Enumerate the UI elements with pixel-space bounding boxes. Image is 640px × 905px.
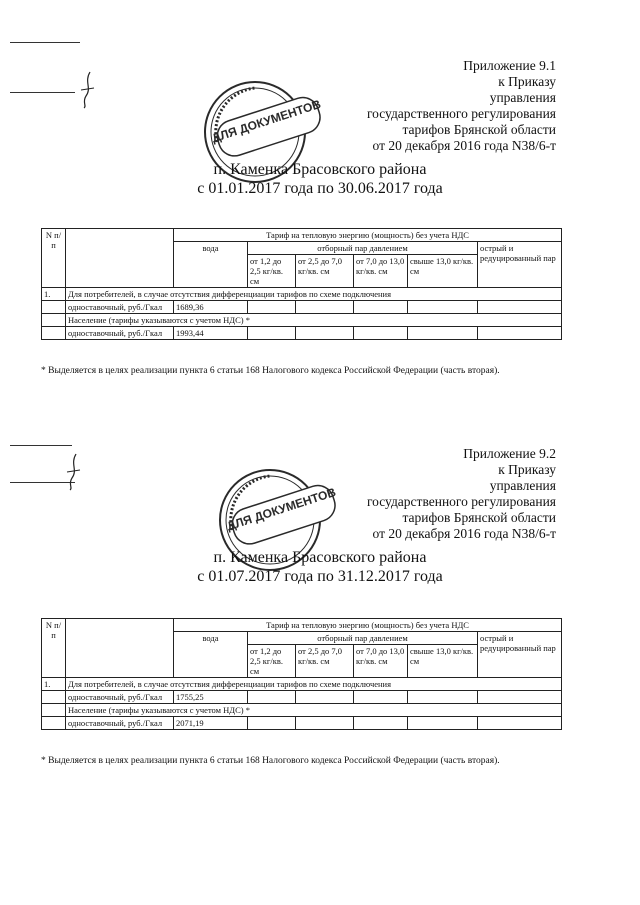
table-cell-blank	[42, 301, 66, 314]
row-num: 1.	[42, 288, 66, 301]
stamp-label: ДЛЯ ДОКУМЕНТОВ	[210, 96, 323, 146]
table-cell-blank	[296, 717, 354, 730]
header-blank	[66, 229, 174, 288]
header-steam-col: свыше 13,0 кг/кв. см	[408, 255, 478, 288]
header-blank	[66, 619, 174, 678]
period-text: с 01.07.2017 года по 31.12.2017 года	[197, 568, 443, 585]
appendix-line: государственного регулирования	[366, 106, 556, 121]
rate-value: 1689,36	[174, 301, 248, 314]
signature-line	[10, 42, 80, 43]
rate-label: одноставочный, руб./Гкал	[66, 327, 174, 340]
tariff-table	[41, 228, 562, 340]
rate-value: 1755,25	[174, 691, 248, 704]
table-cell-blank	[248, 327, 296, 340]
table-cell-blank	[296, 327, 354, 340]
table-cell-blank	[42, 314, 66, 327]
footnote: * Выделяется в целях реализации пункта 6 статьи 168 Налогового кодекса Российской Федерации (часть вторая).	[41, 366, 500, 376]
appendix-line: к Приказу	[498, 74, 556, 89]
table-cell-blank	[408, 691, 478, 704]
header-sharp-steam: острый и редуцированный пар	[478, 242, 562, 288]
rate-label: одноставочный, руб./Гкал	[66, 691, 174, 704]
table-cell-blank	[42, 704, 66, 717]
table-cell-blank	[42, 717, 66, 730]
header-num: N п/п	[42, 619, 66, 678]
rate-value: 1993,44	[174, 327, 248, 340]
header-tariff: Тариф на тепловую энергию (мощность) без учета НДС	[174, 229, 562, 242]
table-cell-blank	[248, 301, 296, 314]
stamp-label: ДЛЯ ДОКУМЕНТОВ	[225, 484, 338, 534]
table-cell-blank	[354, 327, 408, 340]
location-title	[0, 548, 640, 586]
appendix-line: Приложение 9.1	[463, 58, 556, 73]
appendix-line: управления	[489, 478, 556, 493]
signature-line	[10, 445, 72, 446]
table-cell-blank	[408, 717, 478, 730]
table-cell-blank	[478, 301, 562, 314]
header-num: N п/п	[42, 229, 66, 288]
table-cell-blank	[478, 327, 562, 340]
table-cell-blank	[408, 327, 478, 340]
appendix-line: тарифов Брянской области	[402, 510, 556, 525]
rate-label: одноставочный, руб./Гкал	[66, 301, 174, 314]
table-cell-blank	[296, 301, 354, 314]
appendix-header	[316, 58, 556, 154]
table-cell-blank	[354, 301, 408, 314]
header-steam: отборный пар давлением	[248, 242, 478, 255]
table-cell-blank	[42, 691, 66, 704]
row-num: 1.	[42, 678, 66, 691]
table-cell-blank	[354, 717, 408, 730]
table-cell-blank	[248, 691, 296, 704]
row-consumers: Для потребителей, в случае отсутствия дифференциации тарифов по схеме подключения	[66, 678, 562, 691]
header-steam-col: от 2,5 до 7,0 кг/кв. см	[296, 645, 354, 678]
signature-line	[10, 92, 75, 93]
header-steam-col: от 1,2 до 2,5 кг/кв. см	[248, 645, 296, 678]
location-name: п. Каменка Брасовского района	[213, 161, 427, 178]
table-cell-blank	[42, 327, 66, 340]
location-title	[0, 160, 640, 198]
appendix-header	[316, 446, 556, 542]
footnote: * Выделяется в целях реализации пункта 6 статьи 168 Налогового кодекса Российской Федерации (часть вторая).	[41, 756, 500, 766]
row-population: Население (тарифы указываются с учетом НДС) *	[66, 314, 562, 327]
period-text: с 01.01.2017 года по 30.06.2017 года	[197, 180, 443, 197]
header-steam-col: от 2,5 до 7,0 кг/кв. см	[296, 255, 354, 288]
table-cell-blank	[408, 301, 478, 314]
header-steam: отборный пар давлением	[248, 632, 478, 645]
table-cell-blank	[248, 717, 296, 730]
appendix-line: к Приказу	[498, 462, 556, 477]
rate-value: 2071,19	[174, 717, 248, 730]
table-cell-blank	[354, 691, 408, 704]
table-cell-blank	[478, 691, 562, 704]
appendix-line: Приложение 9.2	[463, 446, 556, 461]
appendix-line: тарифов Брянской области	[402, 122, 556, 137]
header-water: вода	[174, 632, 248, 678]
header-steam-col: свыше 13,0 кг/кв. см	[408, 645, 478, 678]
location-name: п. Каменка Брасовского района	[213, 549, 427, 566]
header-tariff: Тариф на тепловую энергию (мощность) без учета НДС	[174, 619, 562, 632]
appendix-line: управления	[489, 90, 556, 105]
table-cell-blank	[296, 691, 354, 704]
header-water: вода	[174, 242, 248, 288]
header-sharp-steam: острый и редуцированный пар	[478, 632, 562, 678]
tariff-table	[41, 618, 562, 730]
table-cell-blank	[478, 717, 562, 730]
row-consumers: Для потребителей, в случае отсутствия дифференциации тарифов по схеме подключения	[66, 288, 562, 301]
signature-mark	[64, 452, 84, 492]
appendix-line: от 20 декабря 2016 года N38/6-т	[372, 526, 556, 541]
signature-mark	[78, 70, 98, 110]
header-steam-col: от 1,2 до 2,5 кг/кв. см	[248, 255, 296, 288]
header-steam-col: от 7,0 до 13,0 кг/кв. см	[354, 645, 408, 678]
row-population: Население (тарифы указываются с учетом НДС) *	[66, 704, 562, 717]
appendix-line: от 20 декабря 2016 года N38/6-т	[372, 138, 556, 153]
rate-label: одноставочный, руб./Гкал	[66, 717, 174, 730]
appendix-line: государственного регулирования	[366, 494, 556, 509]
header-steam-col: от 7,0 до 13,0 кг/кв. см	[354, 255, 408, 288]
